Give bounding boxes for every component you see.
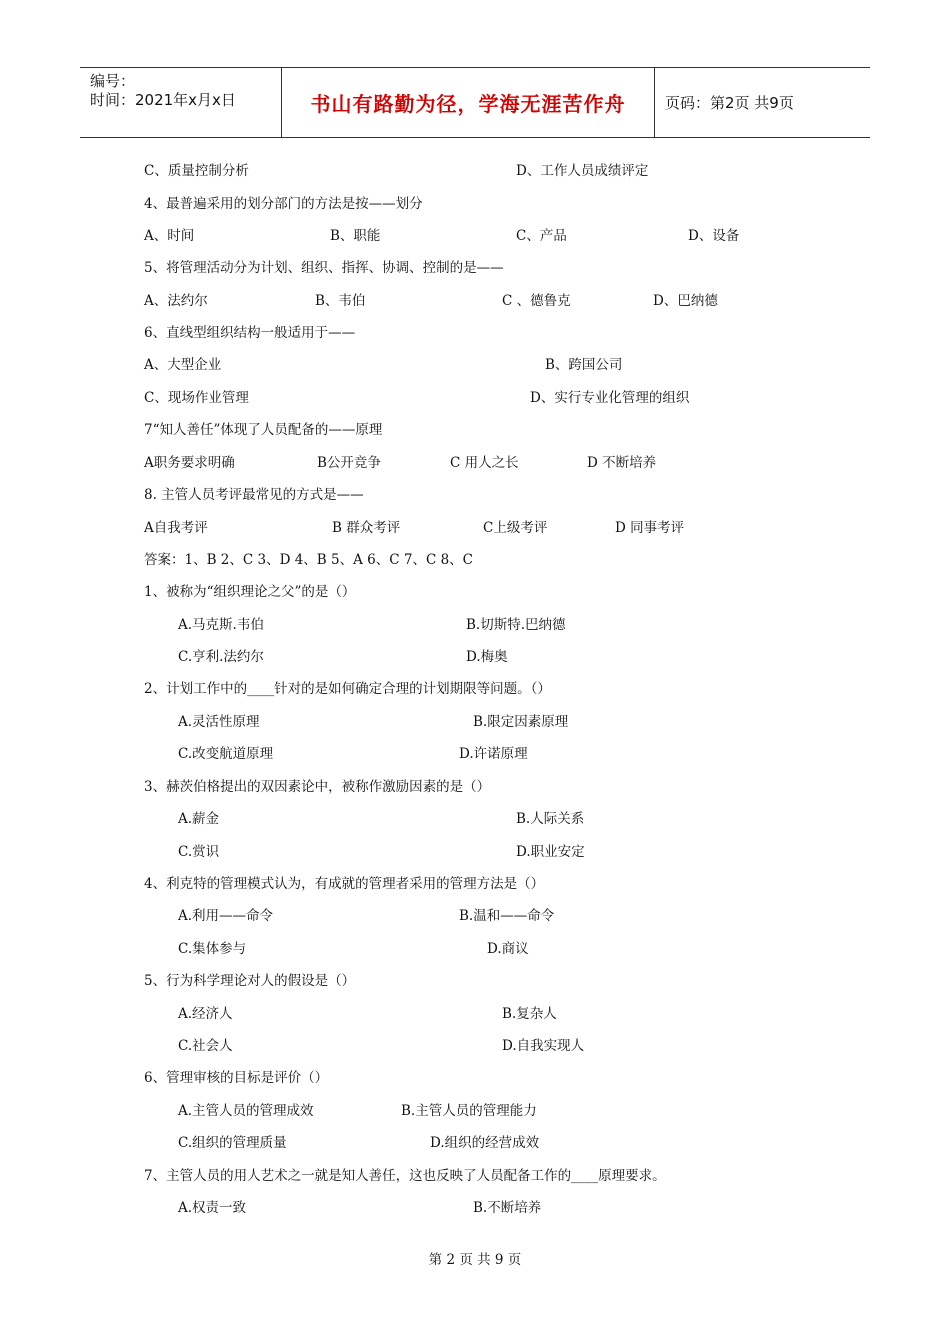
answer-key: 答案：1、B 2、C 3、D 4、B 5、A 6、C 7、C 8、C bbox=[144, 552, 473, 568]
option-text: D、设备 bbox=[688, 228, 740, 244]
doc-date: 时间：2021年x月x日 bbox=[90, 91, 236, 109]
header-motto-cell bbox=[282, 68, 655, 137]
option-text: B.主管人员的管理能力 bbox=[401, 1103, 537, 1119]
option-text: A.主管人员的管理成效 bbox=[178, 1103, 314, 1119]
page-header bbox=[80, 67, 870, 138]
option-text: B.不断培养 bbox=[473, 1200, 542, 1216]
option-text: B、跨国公司 bbox=[545, 357, 623, 373]
option-text: D.职业安定 bbox=[516, 844, 585, 860]
option-text: D.自我实现人 bbox=[502, 1038, 585, 1054]
option-text: C 、德鲁克 bbox=[502, 293, 571, 309]
header-meta bbox=[80, 68, 282, 137]
option-text: B公开竞争 bbox=[317, 455, 381, 471]
question-text: 5、将管理活动分为计划、组织、指挥、协调、控制的是—— bbox=[144, 260, 504, 276]
option-text: C、产品 bbox=[516, 228, 567, 244]
page-footer: 第 2 页 共 9 页 bbox=[428, 1252, 522, 1268]
option-text: C.赏识 bbox=[178, 844, 220, 860]
option-text: B.复杂人 bbox=[502, 1006, 557, 1022]
option-text: D.许诺原理 bbox=[459, 746, 528, 762]
question-text: 1、被称为“组织理论之父”的是（） bbox=[144, 584, 356, 600]
option-text: C.社会人 bbox=[178, 1038, 233, 1054]
question-text: 4、利克特的管理模式认为，有成就的管理者采用的管理方法是（） bbox=[144, 876, 545, 892]
option-text: B.人际关系 bbox=[516, 811, 585, 827]
option-text: B.切斯特.巴纳德 bbox=[466, 617, 566, 633]
option-text: D.梅奥 bbox=[466, 649, 508, 665]
option-text: A、法约尔 bbox=[144, 293, 208, 309]
question-text: 4、最普遍采用的划分部门的方法是按——划分 bbox=[144, 196, 423, 212]
option-text: A.灵活性原理 bbox=[178, 714, 260, 730]
question-text: 3、赫茨伯格提出的双因素论中，被称作激励因素的是（） bbox=[144, 779, 491, 795]
option-text: C 用人之长 bbox=[450, 455, 519, 471]
option-text: C.组织的管理质量 bbox=[178, 1135, 287, 1151]
option-text: D 不断培养 bbox=[587, 455, 657, 471]
option-text: A.薪金 bbox=[178, 811, 220, 827]
option-text: A.马克斯.韦伯 bbox=[178, 617, 264, 633]
question-text: 8. 主管人员考评最常见的方式是—— bbox=[144, 487, 364, 503]
option-text: C.改变航道原理 bbox=[178, 746, 274, 762]
option-text: B.限定因素原理 bbox=[473, 714, 569, 730]
text-line: C、质量控制分析 bbox=[144, 163, 249, 179]
option-text: D 同事考评 bbox=[615, 520, 685, 536]
doc-number: 编号： bbox=[90, 72, 136, 90]
option-text: C、现场作业管理 bbox=[144, 390, 249, 406]
header-motto: 书山有路勤为径，学海无涯苦作舟 bbox=[310, 92, 626, 116]
option-text: D.商议 bbox=[487, 941, 529, 957]
option-text: A.经济人 bbox=[178, 1006, 233, 1022]
question-text: 2、计划工作中的____针对的是如何确定合理的计划期限等问题。（） bbox=[144, 681, 551, 697]
question-text: 6、直线型组织结构一般适用于—— bbox=[144, 325, 356, 341]
question-text: 5、行为科学理论对人的假设是（） bbox=[144, 973, 356, 989]
header-page bbox=[655, 68, 870, 137]
option-text: B、韦伯 bbox=[315, 293, 366, 309]
option-text: C.亨利.法约尔 bbox=[178, 649, 264, 665]
option-text: A职务要求明确 bbox=[144, 455, 235, 471]
question-text: 7“知人善任”体现了人员配备的——原理 bbox=[144, 422, 383, 438]
option-text: B.温和——命令 bbox=[459, 908, 555, 924]
option-text: A.权责一致 bbox=[178, 1200, 247, 1216]
option-text: D.组织的经营成效 bbox=[430, 1135, 540, 1151]
text-line: D、工作人员成绩评定 bbox=[516, 163, 649, 179]
option-text: A自我考评 bbox=[144, 520, 208, 536]
option-text: D、实行专业化管理的组织 bbox=[530, 390, 690, 406]
option-text: C.集体参与 bbox=[178, 941, 247, 957]
option-text: D、巴纳德 bbox=[653, 293, 718, 309]
option-text: C上级考评 bbox=[483, 520, 548, 536]
option-text: A、时间 bbox=[144, 228, 195, 244]
page-indicator: 页码：第2页 共9页 bbox=[665, 94, 794, 112]
question-text: 6、管理审核的目标是评价（） bbox=[144, 1070, 329, 1086]
option-text: A.利用——命令 bbox=[178, 908, 274, 924]
option-text: A、大型企业 bbox=[144, 357, 222, 373]
question-text: 7、主管人员的用人艺术之一就是知人善任，这也反映了人员配备工作的____原理要求。 bbox=[144, 1168, 666, 1184]
option-text: B 群众考评 bbox=[332, 520, 401, 536]
option-text: B、职能 bbox=[330, 228, 381, 244]
